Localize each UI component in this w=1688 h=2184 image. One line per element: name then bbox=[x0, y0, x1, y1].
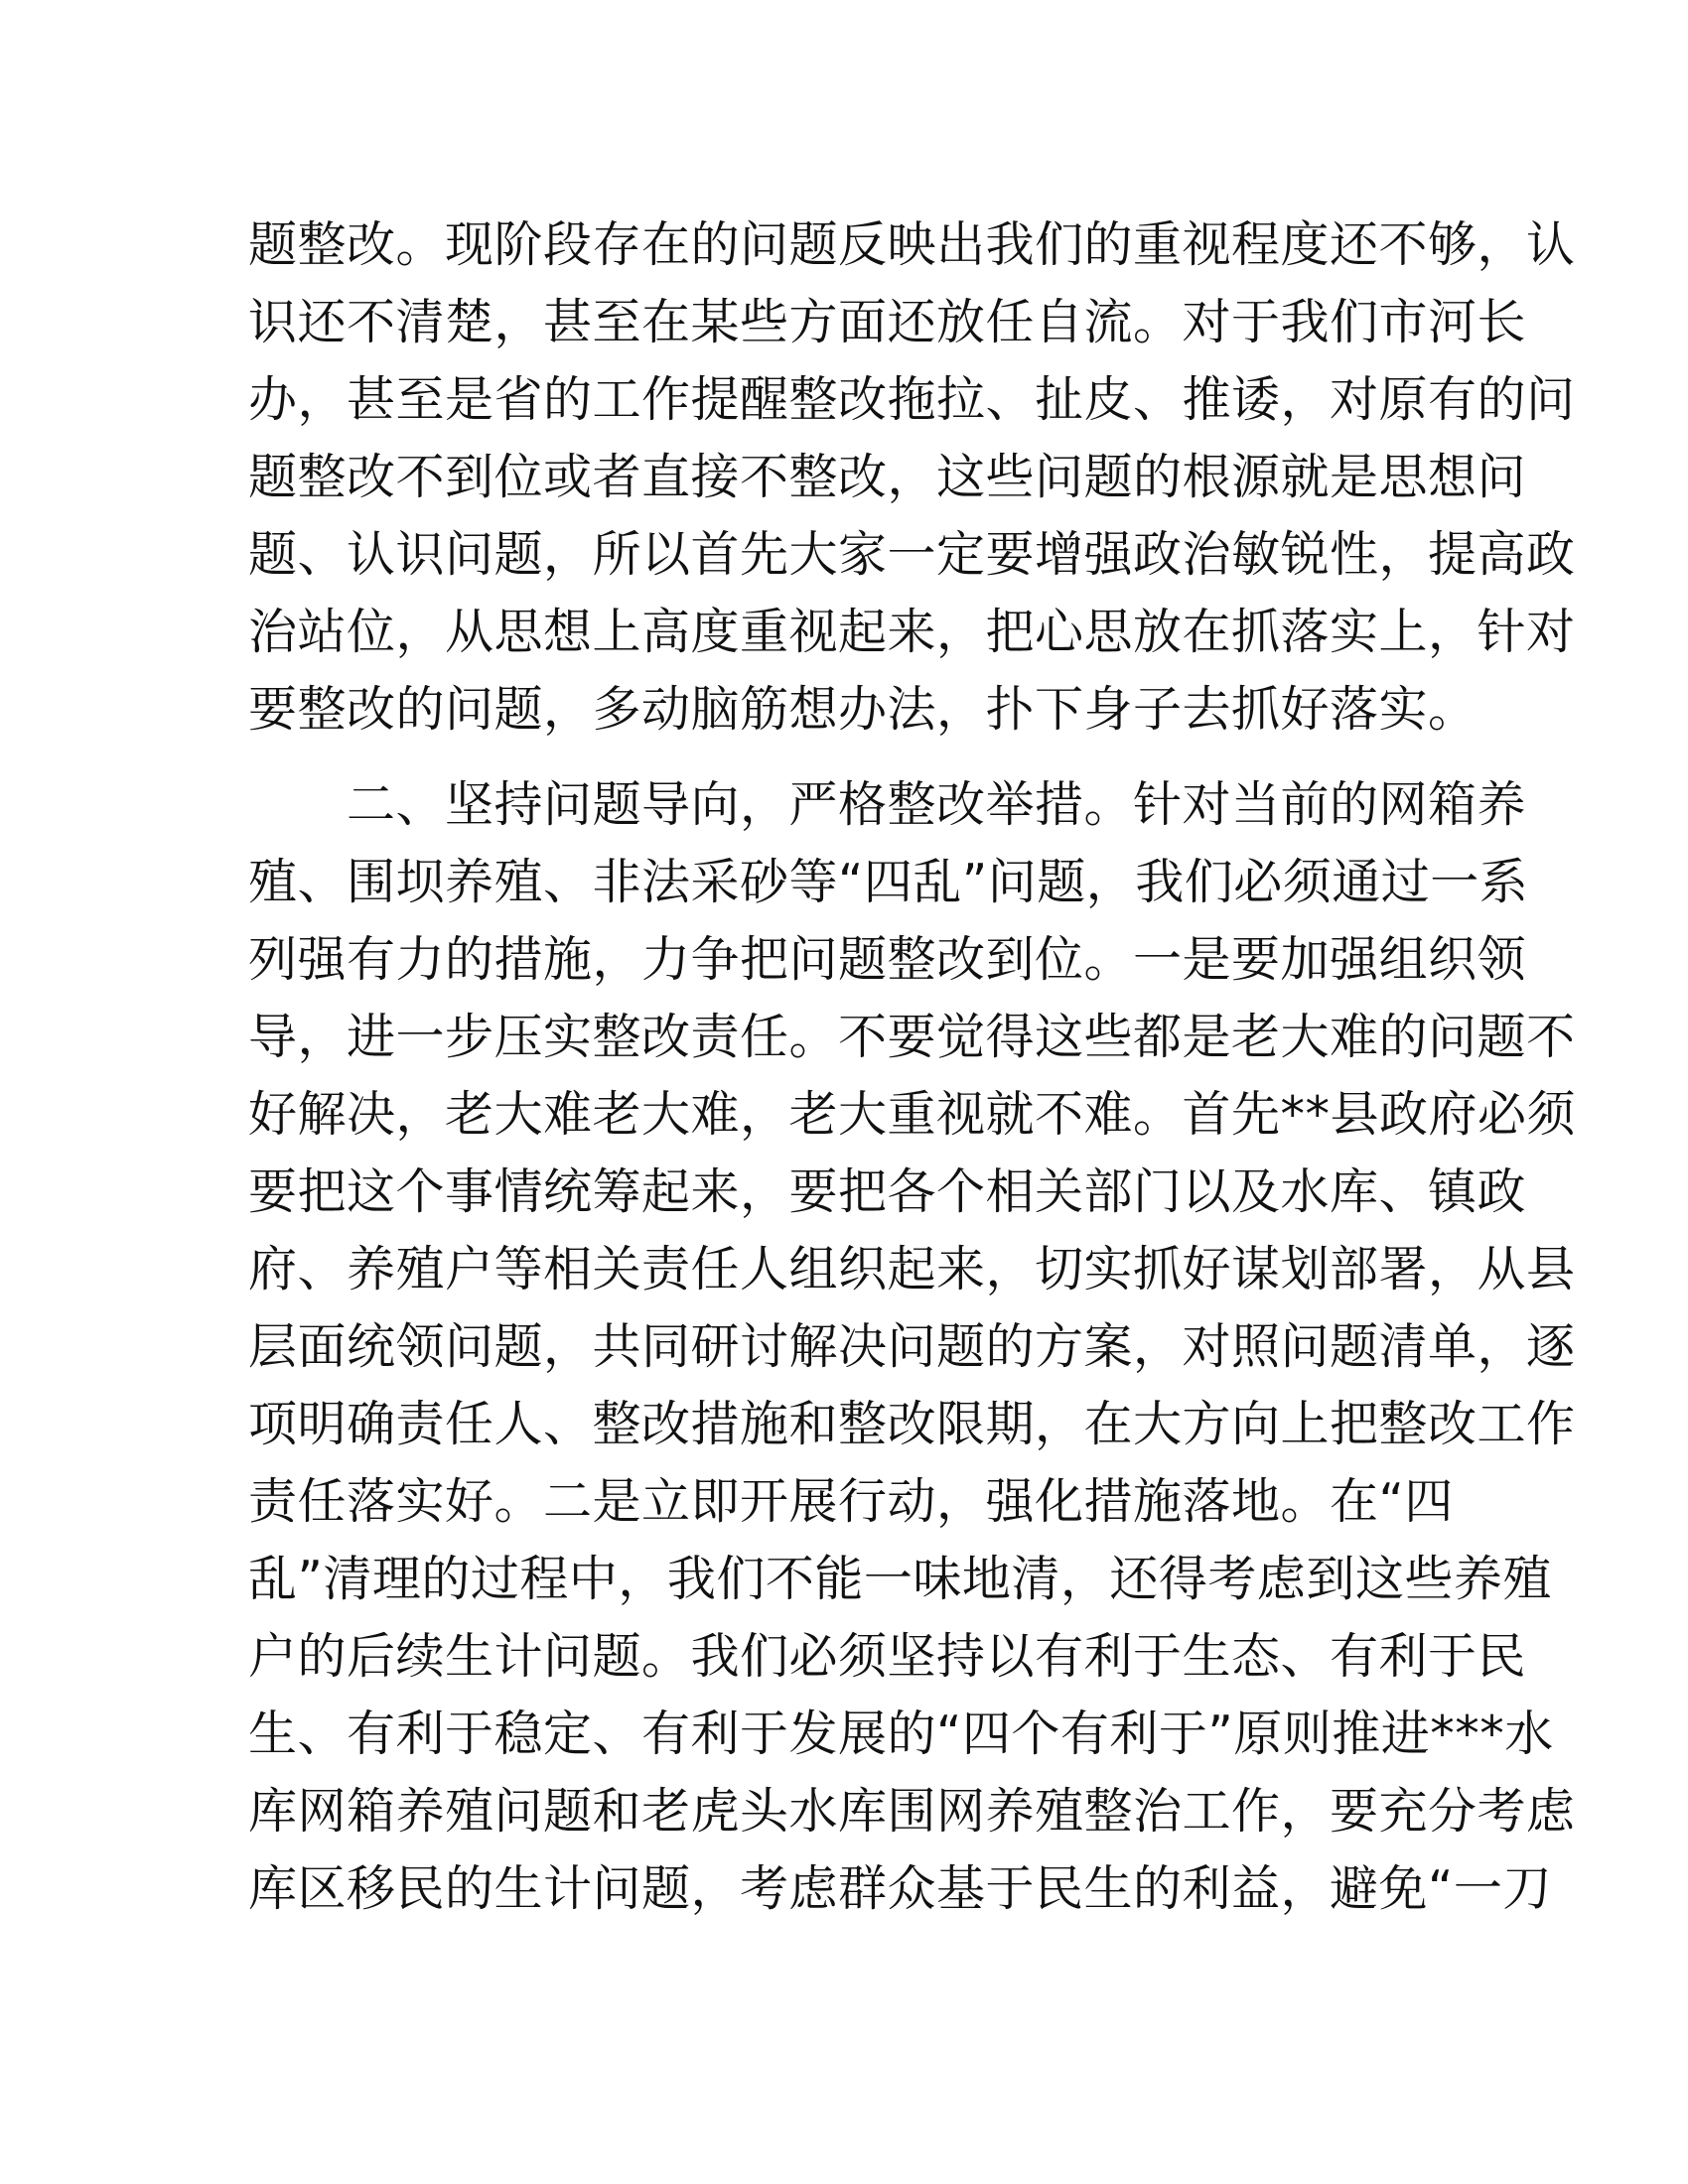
paragraph-spacer bbox=[248, 749, 1440, 766]
paragraph-line: 导，进一步压实整改责任。不要觉得这些都是老大难的问题不 bbox=[248, 1009, 1576, 1065]
paragraph-line: 乱”清理的过程中，我们不能一味地清，还得考虑到这些养殖 bbox=[248, 1551, 1552, 1607]
paragraph-line: 列强有力的措施，力争把问题整改到位。一是要加强组织领 bbox=[248, 931, 1527, 988]
paragraph-line: 办，甚至是省的工作提醒整改拖拉、扯皮、推诿，对原有的问 bbox=[248, 371, 1576, 428]
paragraph-line: 要把这个事情统筹起来，要把各个相关部门以及水库、镇政 bbox=[248, 1163, 1527, 1220]
paragraph-line: 户的后续生计问题。我们必须坚持以有利于生态、有利于民 bbox=[248, 1628, 1527, 1685]
paragraph-line: 题整改。现阶段存在的问题反映出我们的重视程度还不够，认 bbox=[248, 216, 1576, 273]
paragraph-2 bbox=[248, 766, 1577, 1928]
paragraph-line: 治站位，从思想上高度重视起来，把心思放在抓落实上，针对 bbox=[248, 604, 1576, 660]
paragraph-line: 府、养殖户等相关责任人组织起来，切实抓好谋划部署，从县 bbox=[248, 1241, 1576, 1297]
paragraph-line: 生、有利于稳定、有利于发展的“四个有利于”原则推进***水 bbox=[248, 1706, 1554, 1762]
paragraph-line: 好解决，老大难老大难，老大重视就不难。首先**县政府必须 bbox=[248, 1086, 1577, 1143]
paragraph-line: 项明确责任人、整改措施和整改限期，在大方向上把整改工作 bbox=[248, 1396, 1576, 1452]
paragraph-line: 殖、围坝养殖、非法采砂等“四乱”问题，我们必须通过一系 bbox=[248, 854, 1529, 910]
paragraph-line: 层面统领问题，共同研讨解决问题的方案，对照问题清单，逐 bbox=[248, 1318, 1576, 1375]
paragraph-line: 识还不清楚，甚至在某些方面还放任自流。对于我们市河长 bbox=[248, 294, 1527, 350]
paragraph-line: 库区移民的生计问题，考虑群众基于民生的利益，避免“一刀 bbox=[248, 1860, 1552, 1917]
paragraph-line: 库网箱养殖问题和老虎头水库围网养殖整治工作，要充分考虑 bbox=[248, 1783, 1576, 1840]
paragraph-line: 要整改的问题，多动脑筋想办法，扑下身子去抓好落实。 bbox=[248, 681, 1477, 738]
document-body bbox=[248, 206, 1577, 1928]
paragraph-1 bbox=[248, 206, 1576, 749]
paragraph-line: 题整改不到位或者直接不整改，这些问题的根源就是思想问 bbox=[248, 449, 1527, 505]
paragraph-line: 题、认识问题，所以首先大家一定要增强政治敏锐性，提高政 bbox=[248, 526, 1576, 583]
paragraph-line: 责任落实好。二是立即开展行动，强化措施落地。在“四 bbox=[248, 1473, 1454, 1530]
paragraph-line: 二、坚持问题导向，严格整改举措。针对当前的网箱养 bbox=[248, 776, 1527, 833]
